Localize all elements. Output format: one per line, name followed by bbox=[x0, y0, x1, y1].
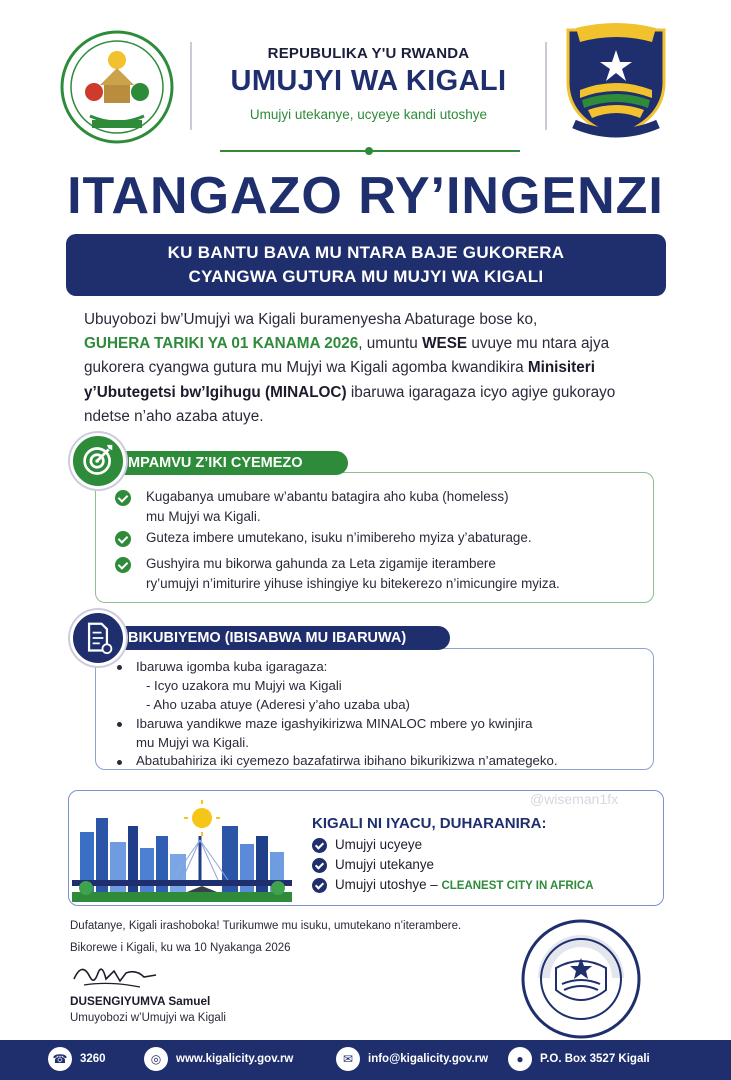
intro-text-1: Ubuyobozi bw’Umujyi wa Kigali buramenyesha Abaturage bose ko, bbox=[84, 311, 538, 328]
footer-website[interactable] bbox=[144, 1044, 293, 1074]
signatory-title: Umuyobozi w’Umujyi wa Kigali bbox=[70, 1012, 226, 1024]
requirements-heading: IBIKUBIYEMO (IBISABWA MU IBARUWA) bbox=[110, 626, 450, 650]
check-icon bbox=[115, 531, 131, 547]
watermark: @wiseman1fx bbox=[530, 791, 619, 807]
header-rule-dot bbox=[365, 147, 373, 155]
intro-paragraph bbox=[84, 308, 664, 429]
reason-1-line-2: mu Mujyi wa Kigali. bbox=[146, 508, 261, 524]
intro-text-3: uvuye mu ntara ajya gukorera cyangwa gutura mu Mujyi wa Kigali agomba kwandikira bbox=[84, 335, 610, 377]
footer-website-text: www.kigalicity.gov.rw bbox=[176, 1053, 294, 1065]
footer-phone-text: 3260 bbox=[80, 1053, 106, 1065]
requirement-3: Abatubahiriza iki cyemezo bazafatirwa ibihano bikurikizwa n’amategeko. bbox=[136, 753, 558, 768]
reason-3-line-2: ry’umujyi n’imiturire yihuse ishingiye ku bitekerezo n’imicungire myiza. bbox=[146, 575, 560, 591]
requirement-1b: - Aho uzaba atuye (Aderesi y’aho uzaba uba) bbox=[146, 697, 410, 712]
footer-po-text: P.O. Box 3527 Kigali bbox=[540, 1053, 650, 1065]
kigali-official-stamp-icon bbox=[520, 918, 642, 1040]
reason-2-line-1: Guteza imbere umutekano, isuku n’imibereho myiza y’abaturage. bbox=[146, 530, 532, 545]
slogan-title: KIGALI NI IYACU, DUHARANIRA: bbox=[312, 815, 547, 832]
header-titles bbox=[200, 45, 537, 122]
reason-3-line-1: Gushyira mu bikorwa gahunda za Leta zigamije iterambere bbox=[146, 556, 496, 571]
requirement-1: Ibaruwa igomba kuba igaragaza: bbox=[136, 659, 328, 674]
signing-place-date: Bikorewe i Kigali, ku wa 10 Nyakanga 2026 bbox=[70, 942, 291, 954]
slogan-item-3 bbox=[335, 877, 594, 892]
reason-2 bbox=[146, 528, 646, 548]
intro-wese: WESE bbox=[422, 335, 468, 353]
slogan-item-2: Umujyi utekanye bbox=[335, 857, 434, 872]
effective-date: GUHERA TARIKI YA 01 KANAMA 2026 bbox=[84, 335, 359, 353]
intro-text-2: , umuntu bbox=[358, 335, 423, 353]
city-skyline-illustration bbox=[72, 796, 292, 902]
envelope-icon: ✉ bbox=[336, 1047, 360, 1071]
document-icon bbox=[70, 610, 126, 666]
phone-icon: ☎ bbox=[48, 1047, 72, 1071]
rwanda-seal-icon bbox=[60, 30, 174, 144]
requirement-2-line-2: mu Mujyi wa Kigali. bbox=[136, 735, 249, 750]
audience-banner bbox=[66, 234, 666, 296]
republic-name: REPUBULIKA Y'U RWANDA bbox=[267, 45, 470, 62]
globe-icon: ◎ bbox=[144, 1047, 168, 1071]
location-pin-icon: ● bbox=[508, 1047, 532, 1071]
check-icon bbox=[115, 557, 131, 573]
slogan-item-3-text: Umujyi utoshye – bbox=[335, 877, 442, 892]
city-motto: Umujyi utekanye, ucyeye kandi utoshye bbox=[249, 107, 488, 122]
reason-1 bbox=[146, 487, 646, 526]
requirement-2-line-1: Ibaruwa yandikwe maze igashyikirizwa MINALOC mbere yo kwinjira bbox=[136, 716, 533, 731]
footer-po-box[interactable] bbox=[508, 1044, 650, 1074]
footer-email-text: info@kigalicity.gov.rw bbox=[368, 1053, 489, 1065]
kigali-city-logo-icon bbox=[562, 20, 670, 138]
requirement-1a: - Icyo uzakora mu Mujyi wa Kigali bbox=[146, 678, 342, 693]
check-icon bbox=[115, 490, 131, 506]
check-icon bbox=[312, 858, 327, 873]
signature-icon bbox=[70, 955, 160, 993]
bullet bbox=[117, 665, 122, 670]
header-divider-left bbox=[190, 42, 192, 130]
intro-text-4: ibaruwa igaragaza icyo agiye gukorayo ndetse n’aho azaba atuye. bbox=[84, 383, 616, 425]
bullet bbox=[117, 760, 122, 765]
check-icon bbox=[312, 878, 327, 893]
slogan-item-1: Umujyi ucyeye bbox=[335, 837, 423, 852]
ministry-name: Minisiteri y’Ubutegetsi bw’Igihugu (MINALOC) bbox=[84, 359, 595, 401]
signatory-name: DUSENGIYUMVA Samuel bbox=[70, 994, 211, 1008]
cleanest-city-tag: CLEANEST CITY IN AFRICA bbox=[441, 880, 594, 892]
target-icon bbox=[70, 433, 126, 489]
footer-phone[interactable] bbox=[48, 1044, 106, 1074]
banner-line-1: KU BANTU BAVA MU NTARA BAJE GUKORERA bbox=[167, 243, 565, 262]
header-divider-right bbox=[545, 42, 547, 130]
banner-line-2: CYANGWA GUTURA MU MUJYI WA KIGALI bbox=[188, 267, 544, 286]
bullet bbox=[117, 722, 122, 727]
page-title: ITANGAZO RY’INGENZI bbox=[67, 167, 664, 225]
reason-1-line-1: Kugabanya umubare w’abantu batagira aho kuba (homeless) bbox=[146, 489, 509, 504]
check-icon bbox=[312, 838, 327, 853]
closing-motto: Dufatanye, Kigali irashoboka! Turikumwe mu isuku, umutekano n’iterambere. bbox=[70, 920, 462, 932]
city-name: UMUJYI WA KIGALI bbox=[230, 65, 507, 97]
footer-email[interactable] bbox=[336, 1044, 488, 1074]
reason-3 bbox=[146, 554, 646, 593]
reasons-heading: IMPAMVU Z’IKI CYEMEZO bbox=[110, 451, 348, 475]
